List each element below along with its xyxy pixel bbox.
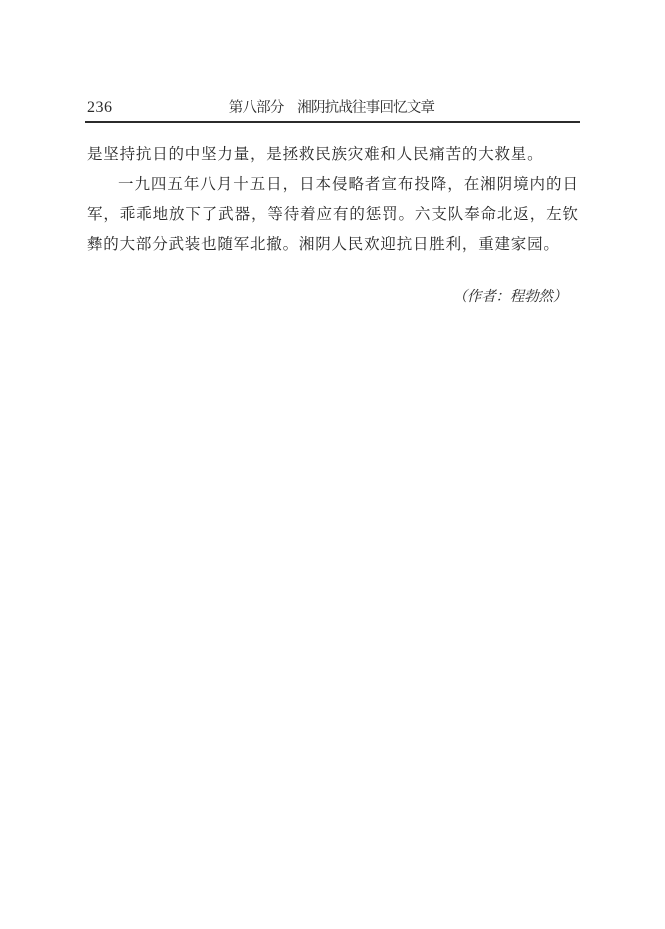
body-text [87,140,578,260]
header-rule [85,121,580,123]
body-line: 彝的大部分武装也随军北撤。湘阴人民欢迎抗日胜利，重建家园。 [87,236,560,253]
body-line: 一九四五年八月十五日，日本侵略者宣布投降，在湘阴境内的日 [118,176,578,193]
page-number: 236 [87,99,113,116]
body-line: 是坚持抗日的中坚力量，是拯救民族灾难和人民痛苦的大救星。 [87,146,544,163]
body-line: 军，乖乖地放下了武器，等待着应有的惩罚。六支队奉命北返，左钦 [87,206,578,223]
chapter-header: 第八部分 湘阴抗战往事回忆文章 [228,100,435,116]
author-attribution: （作者：程勃然） [452,289,567,305]
